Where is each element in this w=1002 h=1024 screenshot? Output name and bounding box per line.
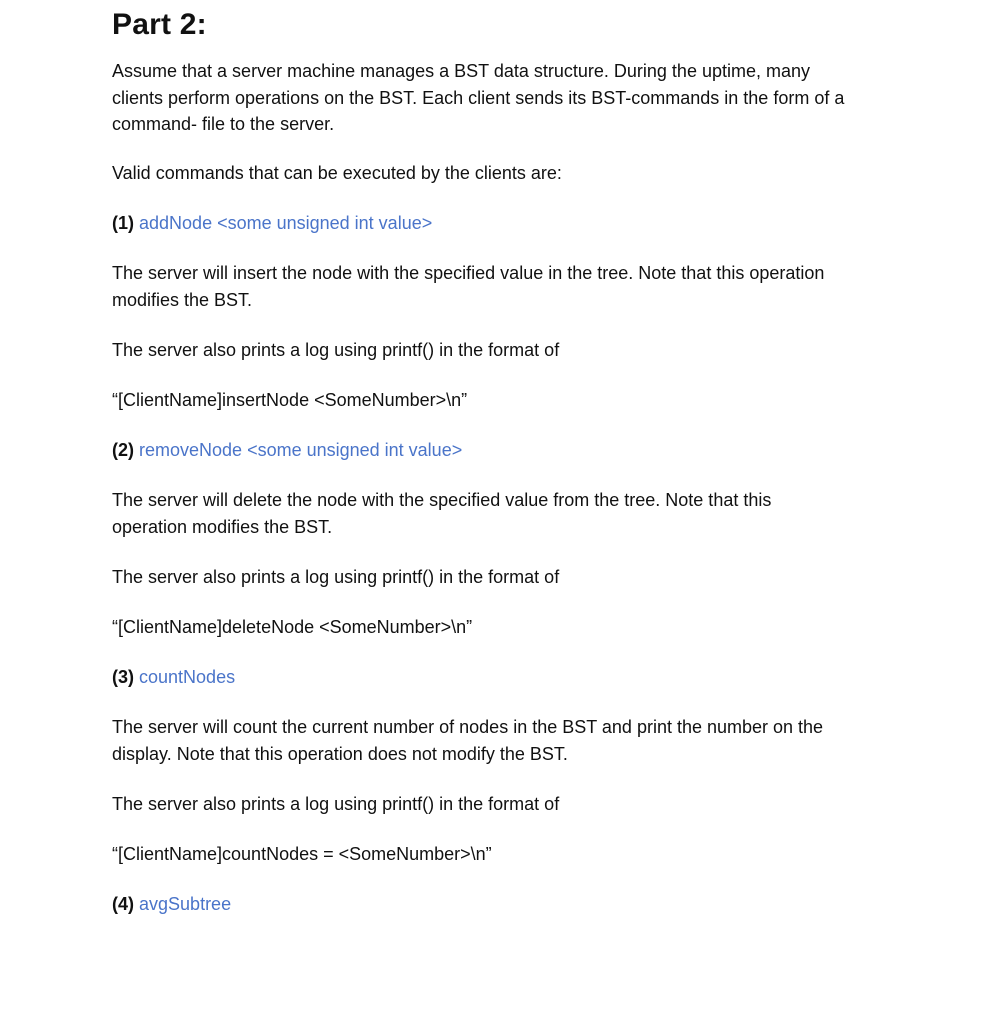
command-2-number: (2) bbox=[112, 440, 134, 460]
command-3-log-format: “[ClientName]countNodes = <SomeNumber>\n” bbox=[112, 844, 492, 864]
command-3-number: (3) bbox=[112, 667, 134, 687]
valid-commands-text: Valid commands that can be executed by the clients are: bbox=[112, 163, 562, 183]
command-2-description bbox=[112, 487, 771, 540]
command-1-log-intro: The server also prints a log using printf() in the format of bbox=[112, 340, 560, 360]
command-3-name: countNodes bbox=[139, 667, 236, 687]
command-1-desc-line-1: The server will insert the node with the specified value in the tree. Note that this operation bbox=[112, 263, 825, 283]
page-title: Part 2: bbox=[112, 8, 207, 41]
command-2-desc-line-2: operation modifies the BST. bbox=[112, 516, 333, 537]
command-1-heading bbox=[112, 210, 432, 237]
command-3-description bbox=[112, 714, 823, 767]
command-1-name: addNode <some unsigned int value> bbox=[139, 213, 433, 233]
intro-line-3: command- file to the server. bbox=[112, 114, 335, 134]
command-2-heading bbox=[112, 437, 462, 464]
command-3-heading bbox=[112, 664, 235, 691]
command-3-desc-line-2: display. Note that this operation does not modify the BST. bbox=[112, 743, 568, 764]
intro-paragraph bbox=[112, 58, 844, 138]
command-2-log-format: “[ClientName]deleteNode <SomeNumber>\n” bbox=[112, 617, 473, 637]
command-2-name: removeNode <some unsigned int value> bbox=[139, 440, 463, 460]
command-3-desc-line-1: The server will count the current number of nodes in the BST and print the number on the bbox=[112, 717, 824, 737]
command-1-log-format: “[ClientName]insertNode <SomeNumber>\n” bbox=[112, 390, 468, 410]
intro-line-2: clients perform operations on the BST. Each client sends its BST-commands in the form of a bbox=[112, 87, 845, 108]
command-1-description bbox=[112, 260, 824, 313]
intro-line-1: Assume that a server machine manages a BST data structure. During the uptime, many bbox=[112, 61, 811, 81]
command-3-log-intro: The server also prints a log using printf() in the format of bbox=[112, 794, 560, 814]
command-4-number: (4) bbox=[112, 894, 134, 914]
command-2-log-intro: The server also prints a log using printf() in the format of bbox=[112, 567, 560, 587]
command-4-name: avgSubtree bbox=[139, 894, 232, 914]
command-4-heading bbox=[112, 891, 231, 918]
command-2-desc-line-1: The server will delete the node with the specified value from the tree. Note that this bbox=[112, 490, 772, 510]
command-1-desc-line-2: modifies the BST. bbox=[112, 289, 253, 310]
command-1-number: (1) bbox=[112, 213, 134, 233]
